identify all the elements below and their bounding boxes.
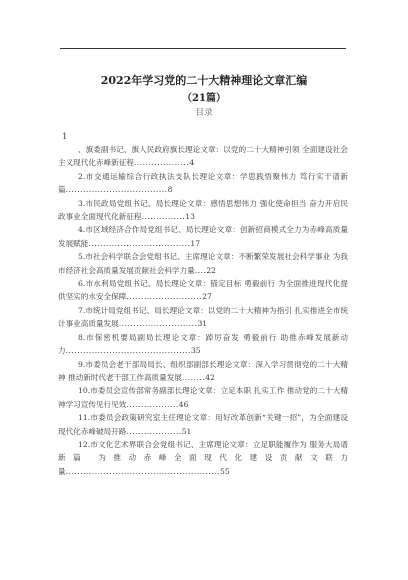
toc-entry[interactable]: [58, 197, 348, 224]
toc-entry[interactable]: [58, 223, 348, 250]
toc-entry-leader: ...................: [133, 158, 190, 168]
toc-entry-title: 9.市委员会老干部局局长、组织部副部长理论文章：深入学习贯彻党的二十大精神 推动新时代老干部工作高质量发展: [58, 359, 348, 382]
toc-entry[interactable]: [58, 411, 348, 438]
toc-entry[interactable]: [58, 384, 348, 411]
toc-entry[interactable]: [58, 143, 348, 170]
toc-entry-page-number: 27: [202, 292, 212, 302]
toc-entry[interactable]: [58, 358, 348, 385]
toc-entry-title: 12.市文化艺术界联合会党组书记、主席理论文章：立足职能履作为 服务大局谱新篇 为推动赤峰全面现代化建设贡献文联力量: [58, 439, 348, 476]
toc-entry-title: 2.市交通运输综合行政执法支队长理论文章：学思践悟聚伟力 笃行实干谱新篇: [58, 171, 348, 195]
toc-entry-leader: ...................: [126, 426, 182, 436]
toc-entry[interactable]: [58, 438, 348, 478]
toc-entry-page-number: 46: [178, 399, 189, 409]
toc-entry-page-number: 8: [167, 185, 173, 195]
toc-entry[interactable]: [58, 304, 348, 331]
toc-entry-leader: ........: [181, 372, 206, 382]
toc-entry-leader: ...............: [141, 212, 186, 222]
toc-entry-title: 、旗委副书记、旗人民政府旗长理论文章：以党的二十大精神引领 全面建设社会主义现代化赤峰新征程: [58, 145, 348, 168]
toc-entry-title: 4.市区域经济合作局党组书记、局长理论文章：创新招商模式全力为赤峰高质量发展赋能: [58, 225, 348, 248]
toc-entry-page-number: 42: [205, 372, 215, 382]
toc-entry-page-number: 55: [220, 466, 230, 476]
toc-entry-leader: ....: [194, 265, 207, 275]
toc-entry-title: 7.市统计局党组书记、局长理论文章：以党的二十大精神为指引 扎实推进全市统计事业高质量发展: [58, 305, 348, 329]
toc-entry-leader: ..........................: [126, 292, 203, 302]
toc-entry-page-number: 31: [197, 319, 208, 329]
toc-entry-leader: ..................: [126, 399, 179, 409]
toc-entry-title: 10.市委员会宣传部常务副部长理论文章：立足本职 扎实工作 推动党的二十大精神学习宣传见行见效: [58, 386, 348, 409]
toc-entry-title: 3.市民政局党组书记、局长理论文章：感悟思想伟力 强化使命担当 奋力开启民政事业全面现代化新征程: [58, 198, 348, 222]
toc-entry-leader: ...........................: [118, 319, 198, 329]
toc-entry-leader: ...........................................: [65, 346, 191, 356]
toc-entry-page-number: 51: [181, 426, 192, 436]
toc-entry-title: 11.市委员会政策研究室主任理论文章：用好改革创新“关键一招”，为全面建设现代化赤峰破局开路: [58, 413, 348, 436]
toc-marker: 1: [62, 132, 68, 142]
toc-entry[interactable]: [58, 170, 348, 197]
toc-entry-leader: ...................................: [88, 238, 191, 248]
toc-entry-list: [58, 143, 348, 478]
toc-entry[interactable]: [58, 250, 348, 277]
document-subtitle: （21篇）: [182, 93, 226, 104]
toc-entry-page-number: 4: [189, 158, 195, 168]
table-of-contents: [58, 131, 348, 478]
toc-entry-title: 5.市社会科学联合会党组书记、主席理论文章：不断繁荣发展社会科学事业 为我市经济社会高质量发展贡献社会科学力量: [58, 252, 348, 275]
toc-entry-page-number: 17: [190, 238, 201, 248]
toc-entry-page-number: 13: [185, 212, 195, 222]
document-title: 2022年学习党的二十大精神理论文章汇编: [100, 74, 308, 87]
toc-entry-title: 8.市保密机要局副局长理论文章：踔厉奋发 勇毅前行 助推赤峰发展新动力: [58, 332, 348, 356]
toc-heading: 目录: [195, 108, 213, 118]
toc-entry-leader: ...................................: [65, 185, 168, 195]
toc-entry[interactable]: [58, 277, 348, 304]
toc-entry[interactable]: [58, 331, 348, 358]
toc-entry-page-number: 22: [206, 265, 217, 275]
toc-entry-title: 6.市水利局党组书记、局长理论文章：锚定目标 勇毅前行 为全面推进现代化提供坚实的水安全保障: [58, 279, 348, 302]
toc-entry-page-number: 35: [190, 346, 201, 356]
toc-entry-leader: .....................................................: [65, 466, 221, 476]
header-rule: [60, 48, 346, 49]
